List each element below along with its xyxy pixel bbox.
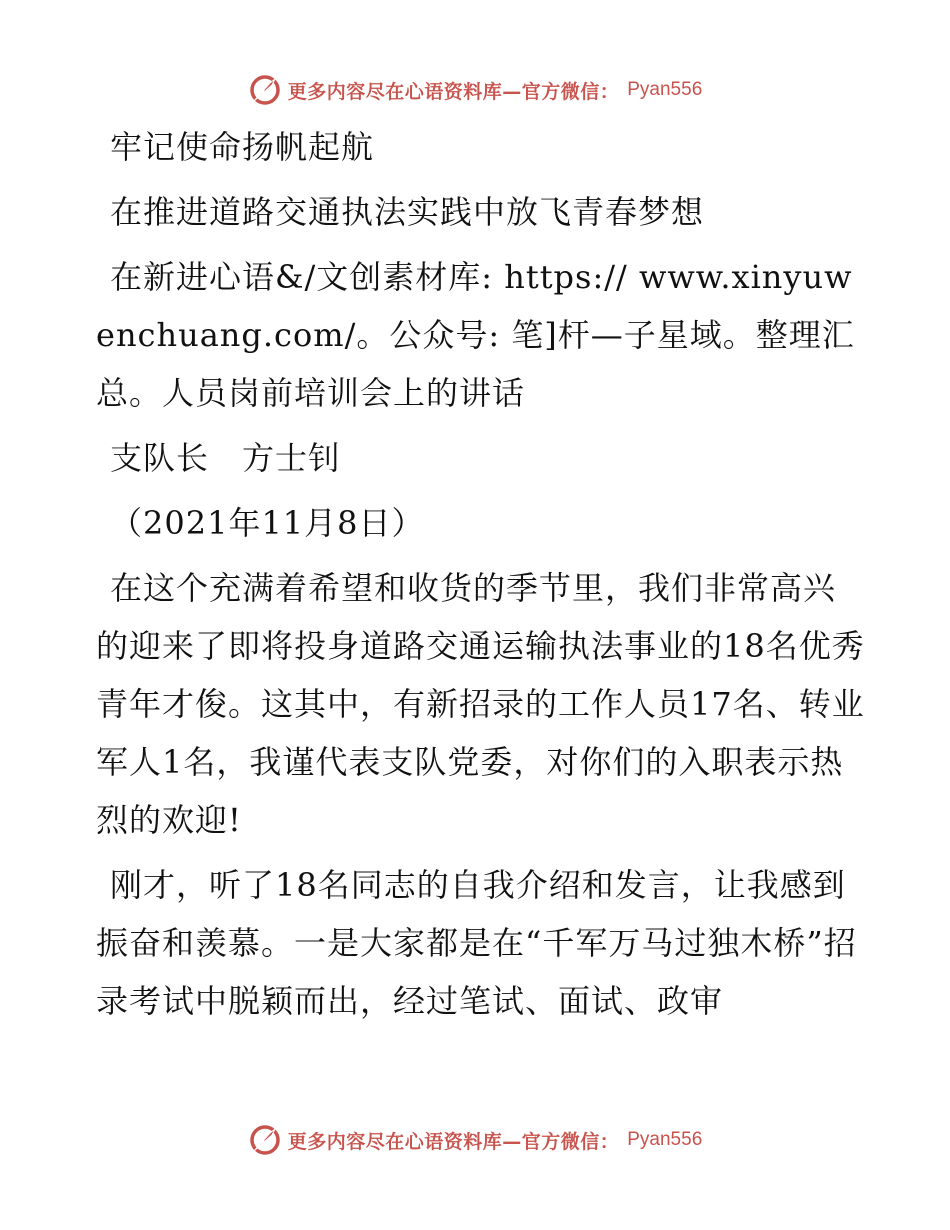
banner-text: 更多内容尽在心语资料库—官方微信：: [287, 80, 620, 103]
banner-text: 更多内容尽在心语资料库—官方微信：: [287, 1130, 620, 1153]
banner-wechat-id: Pyan556: [627, 1129, 703, 1150]
header-watermark-banner: [0, 70, 950, 110]
pen-nib-logo-icon: [248, 1123, 282, 1157]
document-subtitle: 在推进道路交通执法实践中放飞青春梦想: [110, 193, 705, 231]
speaker-line: 支队长 方士钊: [110, 439, 342, 477]
source-note: 在新进心语&/文创素材库: https:// www.xinyuwenchuang.com/。公众号: 笔]杆—子星域。整理汇总。人员岗前培训会上的讲话: [96, 258, 855, 412]
document-body: [96, 118, 866, 1030]
date-line: （2021年11月8日）: [110, 504, 425, 542]
pen-nib-logo-icon: [248, 73, 282, 107]
body-paragraph: 刚才，听了18名同志的自我介绍和发言，让我感到振奋和羡慕。一是大家都是在“千军万马过独木桥”招录考试中脱颖而出，经过笔试、面试、政审: [96, 866, 857, 1020]
footer-watermark-banner: [0, 1120, 950, 1160]
document-title: 牢记使命扬帆起航: [110, 128, 375, 166]
banner-wechat-id: Pyan556: [627, 79, 703, 100]
body-paragraph: 在这个充满着希望和收货的季节里，我们非常高兴的迎来了即将投身道路交通运输执法事业的18名优秀青年才俊。这其中，有新招录的工作人员17名、转业军人1名，我谨代表支队党委，对你们的入职表示热烈的欢迎!: [96, 569, 865, 839]
